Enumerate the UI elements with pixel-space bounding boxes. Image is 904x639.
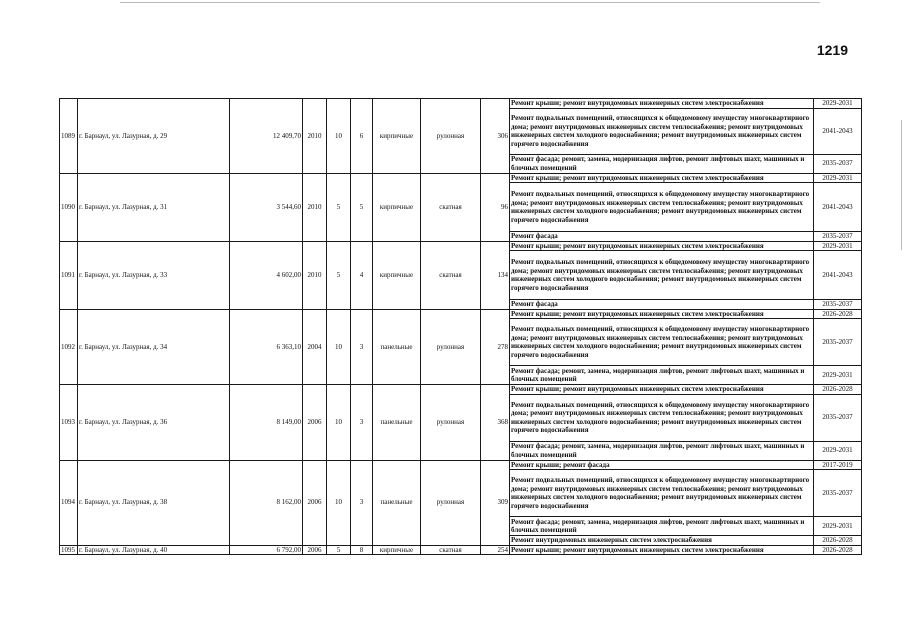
roof-type: рулонная [421,99,481,174]
building-year: 2010 [303,99,327,174]
building-floors: 10 [327,99,351,174]
roof-type: скатная [421,241,481,309]
building-floors: 10 [327,460,351,545]
building-year: 2010 [303,173,327,241]
building-entrances: 6 [351,99,373,174]
building-year: 2006 [303,460,327,545]
building-floors: 5 [327,545,351,555]
building-floors: 10 [327,309,351,385]
work-description: Ремонт фасада; ремонт, замена, модернизация лифтов, ремонт лифтовых шахт, машинных и блочных помещений [510,517,814,536]
table-row [60,460,862,470]
wall-material: панельные [373,385,421,461]
work-period: 2029-2031 [814,366,862,385]
work-period: 2035-2037 [814,394,862,441]
building-floors: 5 [327,173,351,241]
building-area: 8 149,00 [230,385,303,461]
work-period: 2029-2031 [814,241,862,251]
work-description: Ремонт крыши; ремонт внутридомовых инженерных систем электроснабжения [510,545,814,555]
work-description: Ремонт фасада [510,232,814,242]
building-entrances: 8 [351,545,373,555]
row-number: 1089 [60,99,78,174]
roof-type: скатная [421,173,481,241]
building-entrances: 3 [351,309,373,385]
work-period: 2041-2043 [814,251,862,300]
residents-count: 254 [481,545,510,555]
building-address: г. Барнаул, ул. Лазурная, д. 36 [78,385,230,461]
capital-repair-table [59,98,862,555]
table-row [60,173,862,183]
work-description: Ремонт крыши; ремонт фасада [510,460,814,470]
work-period: 2035-2037 [814,319,862,366]
work-description: Ремонт подвальных помещений, относящихся к общедомовому имуществу многоквартирного дома; ремонт внутридомовых инженерных систем теплоснабжения; ремонт внутридомовых инженерных систем холодного водоснабжения; ремонт внутридомовых инженерных систем горячего водоснабжения [510,183,814,232]
work-description: Ремонт крыши; ремонт внутридомовых инженерных систем электроснабжения [510,99,814,109]
scan-right-rule [901,120,902,250]
building-year: 2006 [303,545,327,555]
work-description: Ремонт крыши; ремонт внутридомовых инженерных систем электроснабжения [510,173,814,183]
roof-type: рулонная [421,385,481,461]
work-description: Ремонт фасада; ремонт, замена, модернизация лифтов, ремонт лифтовых шахт, машинных и блочных помещений [510,366,814,385]
work-period: 2041-2043 [814,183,862,232]
building-area: 12 409,70 [230,99,303,174]
work-description: Ремонт фасада; ремонт, замена, модернизация лифтов, ремонт лифтовых шахт, машинных и блочных помещений [510,441,814,460]
building-floors: 5 [327,241,351,309]
building-address: г. Барнаул, ул. Лазурная, д. 38 [78,460,230,545]
work-period: 2026-2028 [814,385,862,395]
roof-type: рулонная [421,460,481,545]
work-description: Ремонт подвальных помещений, относящихся к общедомовому имуществу многоквартирного дома; ремонт внутридомовых инженерных систем теплоснабжения; ремонт внутридомовых инженерных систем холодного водоснабжения; ремонт внутридомовых инженерных систем горячего водоснабжения [510,394,814,441]
wall-material: кирпичные [373,173,421,241]
work-description: Ремонт подвальных помещений, относящихся к общедомовому имуществу многоквартирного дома; ремонт внутридомовых инженерных систем теплоснабжения; ремонт внутридомовых инженерных систем холодного водоснабжения; ремонт внутридомовых инженерных систем горячего водоснабжения [510,251,814,300]
building-address: г. Барнаул, ул. Лазурная, д. 33 [78,241,230,309]
residents-count: 134 [481,241,510,309]
page-number: 1219 [816,42,848,58]
table-row [60,99,862,109]
row-number: 1091 [60,241,78,309]
table-row [60,241,862,251]
building-area: 4 602,00 [230,241,303,309]
roof-type: скатная [421,545,481,555]
work-period: 2029-2031 [814,173,862,183]
building-area: 6 363,10 [230,309,303,385]
building-area: 8 162,00 [230,460,303,545]
building-year: 2010 [303,241,327,309]
work-period: 2035-2037 [814,470,862,517]
work-description: Ремонт подвальных помещений, относящихся к общедомовому имуществу многоквартирного дома; ремонт внутридомовых инженерных систем теплоснабжения; ремонт внутридомовых инженерных систем холодного водоснабжения; ремонт внутридомовых инженерных систем горячего водоснабжения [510,470,814,517]
residents-count: 309 [481,460,510,545]
work-period: 2026-2028 [814,309,862,319]
building-address: г. Барнаул, ул. Лазурная, д. 31 [78,173,230,241]
work-period: 2041-2043 [814,108,862,154]
wall-material: панельные [373,460,421,545]
row-number: 1094 [60,460,78,545]
building-year: 2004 [303,309,327,385]
building-area: 3 544,60 [230,173,303,241]
residents-count: 278 [481,309,510,385]
work-description: Ремонт подвальных помещений, относящихся к общедомовому имуществу многоквартирного дома; ремонт внутридомовых инженерных систем теплоснабжения; ремонт внутридомовых инженерных систем холодного водоснабжения; ремонт внутридомовых инженерных систем горячего водоснабжения [510,319,814,366]
work-description: Ремонт крыши; ремонт внутридомовых инженерных систем электроснабжения [510,309,814,319]
work-description: Ремонт внутридомовых инженерных систем электроснабжения [510,536,814,546]
building-entrances: 3 [351,460,373,545]
wall-material: кирпичные [373,545,421,555]
work-description: Ремонт подвальных помещений, относящихся к общедомовому имуществу многоквартирного дома; ремонт внутридомовых инженерных систем теплоснабжения; ремонт внутридомовых инженерных систем холодного водоснабжения; ремонт внутридомовых инженерных систем горячего водоснабжения [510,108,814,154]
work-description: Ремонт фасада [510,300,814,310]
work-period: 2035-2037 [814,300,862,310]
work-period: 2026-2028 [814,536,862,546]
work-description: Ремонт фасада; ремонт, замена, модернизация лифтов, ремонт лифтовых шахт, машинных и блочных помещений [510,154,814,173]
work-period: 2029-2031 [814,517,862,536]
work-period: 2035-2037 [814,232,862,242]
row-number: 1095 [60,545,78,555]
building-entrances: 5 [351,173,373,241]
wall-material: панельные [373,309,421,385]
work-period: 2017-2019 [814,460,862,470]
scan-top-rule [120,2,820,3]
table-row [60,545,862,555]
building-entrances: 3 [351,385,373,461]
work-description: Ремонт крыши; ремонт внутридомовых инженерных систем электроснабжения [510,385,814,395]
building-address: г. Барнаул, ул. Лазурная, д. 29 [78,99,230,174]
building-entrances: 4 [351,241,373,309]
building-address: г. Барнаул, ул. Лазурная, д. 34 [78,309,230,385]
work-period: 2035-2037 [814,154,862,173]
wall-material: кирпичные [373,241,421,309]
wall-material: кирпичные [373,99,421,174]
table-row [60,385,862,395]
table-row [60,309,862,319]
row-number: 1092 [60,309,78,385]
residents-count: 96 [481,173,510,241]
row-number: 1093 [60,385,78,461]
building-year: 2006 [303,385,327,461]
residents-count: 306 [481,99,510,174]
building-floors: 10 [327,385,351,461]
building-area: 6 792,00 [230,545,303,555]
building-address: г. Барнаул, ул. Лазурная, д. 40 [78,545,230,555]
work-period: 2029-2031 [814,99,862,109]
residents-count: 368 [481,385,510,461]
roof-type: рулонная [421,309,481,385]
table-body [60,99,862,555]
work-period: 2026-2028 [814,545,862,555]
work-period: 2029-2031 [814,441,862,460]
work-description: Ремонт крыши; ремонт внутридомовых инженерных систем электроснабжения [510,241,814,251]
row-number: 1090 [60,173,78,241]
